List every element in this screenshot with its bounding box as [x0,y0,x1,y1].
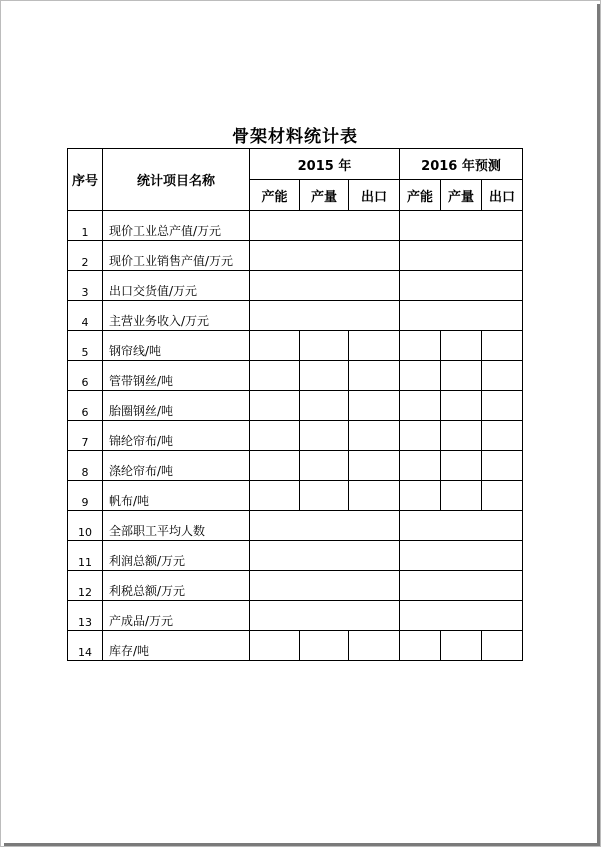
cell-2015-merged[interactable] [250,271,400,301]
row-number: 5 [68,331,103,361]
row-number: 9 [68,481,103,511]
table-row [68,511,523,541]
page-shadow [597,4,600,846]
row-number: 10 [68,511,103,541]
table-row [68,331,523,361]
cell-2016-merged[interactable] [400,241,523,271]
cell-2015-output[interactable] [300,421,349,451]
cell-2015-capacity[interactable] [250,421,300,451]
cell-2016-export[interactable] [482,631,523,661]
cell-2016-merged[interactable] [400,601,523,631]
header-seq: 序号 [68,149,103,211]
table-row [68,451,523,481]
cell-2015-capacity[interactable] [250,361,300,391]
table-row [68,241,523,271]
header-2016-output: 产量 [441,180,482,211]
cell-2016-merged[interactable] [400,271,523,301]
cell-2016-export[interactable] [482,361,523,391]
cell-2016-capacity[interactable] [400,451,441,481]
row-number: 13 [68,601,103,631]
cell-2015-capacity[interactable] [250,331,300,361]
row-item-name: 主营业务收入/万元 [103,301,250,331]
cell-2016-output[interactable] [441,451,482,481]
table-row [68,601,523,631]
header-item-name: 统计项目名称 [103,149,250,211]
row-number: 2 [68,241,103,271]
cell-2015-merged[interactable] [250,211,400,241]
row-item-name: 现价工业总产值/万元 [103,211,250,241]
header-2015-export: 出口 [349,180,400,211]
row-item-name: 全部职工平均人数 [103,511,250,541]
row-item-name: 利润总额/万元 [103,541,250,571]
row-number: 1 [68,211,103,241]
header-2016-capacity: 产能 [400,180,441,211]
cell-2015-capacity[interactable] [250,631,300,661]
header-year-2016-forecast: 2016 年预测 [400,149,523,180]
table-row [68,481,523,511]
table-row [68,391,523,421]
row-number: 6 [68,361,103,391]
cell-2015-output[interactable] [300,481,349,511]
cell-2016-output[interactable] [441,481,482,511]
cell-2016-output[interactable] [441,421,482,451]
cell-2016-merged[interactable] [400,211,523,241]
cell-2016-output[interactable] [441,331,482,361]
cell-2015-export[interactable] [349,331,400,361]
cell-2015-capacity[interactable] [250,391,300,421]
cell-2015-output[interactable] [300,451,349,481]
table-row [68,541,523,571]
row-number: 14 [68,631,103,661]
row-item-name: 利税总额/万元 [103,571,250,601]
row-number: 12 [68,571,103,601]
cell-2015-merged[interactable] [250,301,400,331]
cell-2015-export[interactable] [349,481,400,511]
row-number: 11 [68,541,103,571]
table-row [68,631,523,661]
table-row [68,421,523,451]
cell-2016-capacity[interactable] [400,331,441,361]
page-title: 骨架材料统计表 [232,127,358,147]
header-2015-capacity: 产能 [250,180,300,211]
cell-2016-merged[interactable] [400,511,523,541]
cell-2015-merged[interactable] [250,241,400,271]
cell-2016-export[interactable] [482,331,523,361]
cell-2015-export[interactable] [349,361,400,391]
table-row [68,301,523,331]
cell-2015-output[interactable] [300,391,349,421]
cell-2016-export[interactable] [482,421,523,451]
cell-2015-merged[interactable] [250,511,400,541]
cell-2016-capacity[interactable] [400,391,441,421]
row-number: 6 [68,391,103,421]
row-item-name: 锦纶帘布/吨 [103,421,250,451]
row-number: 7 [68,421,103,451]
cell-2015-merged[interactable] [250,601,400,631]
cell-2015-capacity[interactable] [250,481,300,511]
cell-2015-export[interactable] [349,421,400,451]
cell-2016-output[interactable] [441,361,482,391]
row-item-name: 出口交货值/万元 [103,271,250,301]
table-row [68,271,523,301]
cell-2016-output[interactable] [441,631,482,661]
row-number: 4 [68,301,103,331]
cell-2015-capacity[interactable] [250,451,300,481]
cell-2016-merged[interactable] [400,571,523,601]
cell-2016-output[interactable] [441,391,482,421]
cell-2016-capacity[interactable] [400,481,441,511]
cell-2015-output[interactable] [300,631,349,661]
table-row [68,361,523,391]
cell-2016-capacity[interactable] [400,361,441,391]
cell-2016-export[interactable] [482,451,523,481]
row-item-name: 帆布/吨 [103,481,250,511]
cell-2016-export[interactable] [482,481,523,511]
row-item-name: 库存/吨 [103,631,250,661]
header-2015-output: 产量 [300,180,349,211]
row-item-name: 产成品/万元 [103,601,250,631]
row-number: 3 [68,271,103,301]
header-2016-export: 出口 [482,180,523,211]
header-year-2015: 2015 年 [250,149,400,180]
row-item-name: 现价工业销售产值/万元 [103,241,250,271]
row-item-name: 涤纶帘布/吨 [103,451,250,481]
cell-2015-output[interactable] [300,331,349,361]
cell-2015-merged[interactable] [250,541,400,571]
table-row [68,211,523,241]
row-item-name: 管带钢丝/吨 [103,361,250,391]
table-row [68,571,523,601]
cell-2015-export[interactable] [349,391,400,421]
cell-2016-capacity[interactable] [400,631,441,661]
cell-2016-merged[interactable] [400,301,523,331]
page-shadow [4,843,600,846]
row-number: 8 [68,451,103,481]
cell-2015-merged[interactable] [250,571,400,601]
cell-2016-capacity[interactable] [400,421,441,451]
statistics-table [67,148,523,661]
cell-2015-export[interactable] [349,631,400,661]
cell-2016-merged[interactable] [400,541,523,571]
cell-2016-export[interactable] [482,391,523,421]
row-item-name: 胎圈钢丝/吨 [103,391,250,421]
cell-2015-export[interactable] [349,451,400,481]
row-item-name: 钢帘线/吨 [103,331,250,361]
cell-2015-output[interactable] [300,361,349,391]
